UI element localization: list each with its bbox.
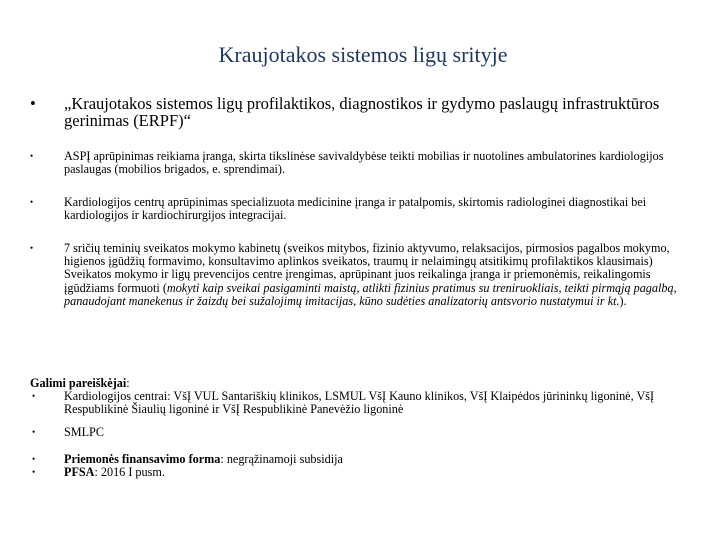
applicant-item-text: Kardiologijos centrai: VšĮ VUL Santariškių klinikos, LSMUL VšĮ Kauno klinikos, VšĮ Klaipėdos jūrininkų ligoninė, VšĮ Respublikinė Šiaulių ligoninė ir VšĮ Respublikinė Panevėžio ligoninė xyxy=(64,389,655,417)
page-title: Kraujotakos sistemos ligų srityje xyxy=(218,42,508,67)
applicant-item xyxy=(30,426,680,439)
financing-form-value: : negrąžinamoji subsidija xyxy=(220,451,343,466)
applicants-section xyxy=(30,377,680,479)
list-item-text xyxy=(64,242,685,308)
list-item-text: ASPĮ aprūpinimas reikiama įranga, skirta tikslinėse savivaldybėse teikti mobilias ir nuotolines ambulatorines kardiologijos paslaugas (mobilios brigados, e. sprendimai). xyxy=(64,149,664,177)
applicants-heading-colon: : xyxy=(126,376,130,390)
list-item-text: Kardiologijos centrų aprūpinimas specializuota medicinine įranga ir patalpomis, skirtomis radiologinei diagnostikai bei kardiologijos ir kardiochirurgijos integracijai. xyxy=(64,195,647,223)
main-bullet xyxy=(30,95,670,129)
financing-form-label: Priemonės finansavimo forma xyxy=(64,451,221,466)
bullet-icon: • xyxy=(30,151,34,161)
list-item-text-end: ). xyxy=(619,293,627,308)
pfsa-label: PFSA xyxy=(64,465,95,480)
bullet-icon: • xyxy=(30,94,36,113)
bullet-icon: • xyxy=(32,391,36,402)
list-item-text-plain: 7 sričių teminių sveikatos mokymo kabinetų (sveikos mitybos, fizinio aktyvumo, relaksacijos, pirmosios pagalbos mokymo, higienos įgūdžių formavimo, konsultavimo aplinkos sveikatos, traumų ir nelaimingų atsitikimų profilaktikos klausimais) Sveikatos mokymo ir ligų prevencijos centre įrengimas, aprūpinant juos reikalinga įranga ir priemonėmis, reikalingomis įgūdžiams formuoti ( xyxy=(64,241,670,295)
list-item-text-italic: mokyti kaip sveikai pasigaminti maistą, atlikti fizinius pratimus su treniruokliais, teikti pirmąją pagalbą, panaudojant manekenus ir žaizdų bei sužalojimų imitacijas, kūno sudėties analizatorių antsvorio nustatymui ir kt. xyxy=(64,280,677,308)
main-bullet-text: „Kraujotakos sistemos ligų profilaktikos, diagnostikos ir gydymo paslaugų infrastruktūros gerinimas (ERPF)“ xyxy=(64,94,660,130)
bullet-icon: • xyxy=(32,453,36,464)
bullet-icon: • xyxy=(32,467,36,478)
list-item xyxy=(30,150,685,176)
applicant-item-text: SMLPC xyxy=(64,424,104,439)
list-item xyxy=(30,196,685,222)
applicants-heading: Galimi pareiškėjai xyxy=(30,376,127,390)
bullet-icon: • xyxy=(30,197,34,207)
bullet-icon: • xyxy=(32,426,36,437)
list-item xyxy=(30,242,685,308)
pfsa-item xyxy=(30,466,680,479)
applicant-item xyxy=(30,390,680,416)
bullet-icon: • xyxy=(30,243,34,253)
pfsa-value: : 2016 I pusm. xyxy=(94,465,165,480)
